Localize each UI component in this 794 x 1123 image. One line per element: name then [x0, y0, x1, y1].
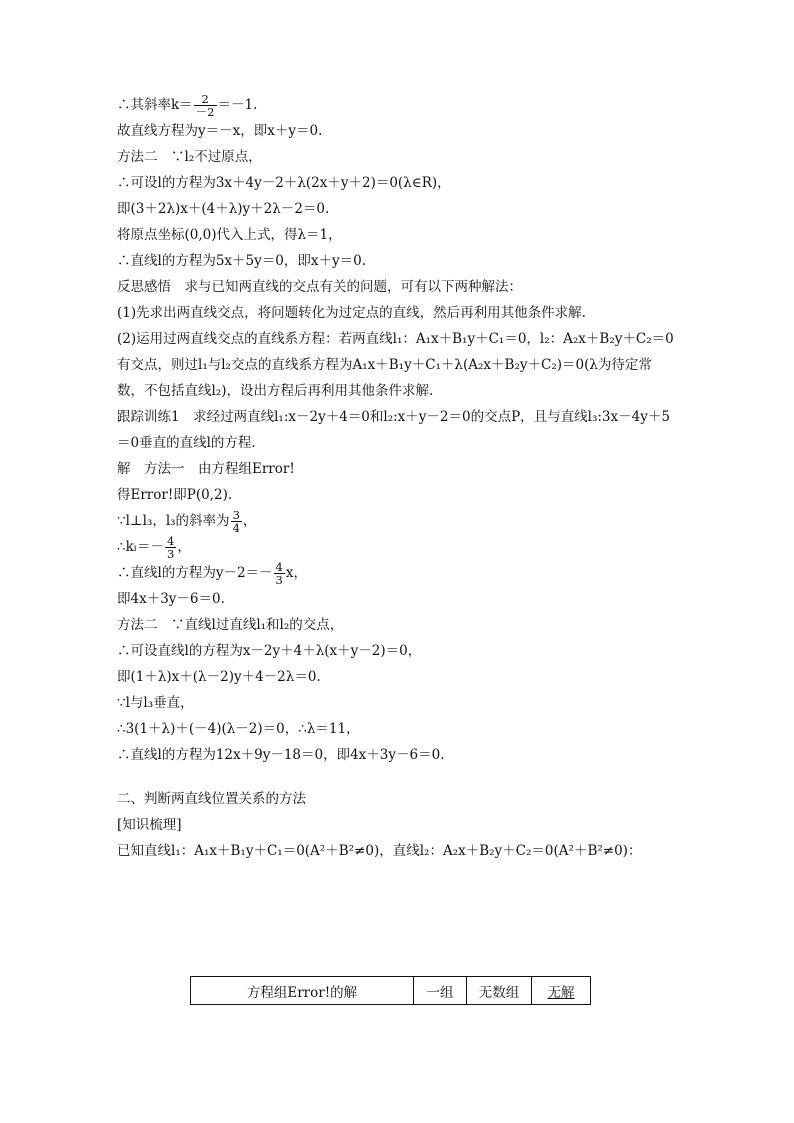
fraction-denominator: 3: [275, 573, 283, 587]
fraction-numerator: 4: [275, 560, 283, 574]
text-line: 即(1＋λ)x＋(λ－2)y＋4－2λ＝0.: [117, 669, 321, 685]
perp-prefix: ∵l⊥l₃，l₃的斜率为: [117, 513, 230, 529]
text-line: 方法二 ∵直线l过直线l₁和l₂的交点，: [117, 617, 344, 633]
text-line: 方法二 ∵l₂不过原点，: [117, 149, 262, 165]
text-line: ∴直线l的方程为12x＋9y－18＝0，即4x＋3y－6＝0.: [117, 747, 445, 763]
slope-prefix: ∴其斜率k＝: [117, 97, 193, 113]
exercise-text: 跟踪训练1 求经过两直线l₁:x－2y＋4＝0和l₂:x＋y－2＝0的交点P，且与直线l₃:3x－4y＋5＝0垂直的直线l的方程.: [117, 409, 670, 451]
text-line: 得Error!即P(0,2).: [117, 487, 233, 503]
kl-line: [117, 534, 677, 560]
given-lines-text: 已知直线l₁：A₁x＋B₁y＋C₁＝0(A²＋B²≠0)，直线l₂：A₂x＋B₂y＋C₂＝0(A²＋B²≠0)：: [117, 843, 642, 859]
eq-suffix: x，: [285, 565, 307, 581]
slope-line: [117, 92, 677, 118]
perp-fraction: [231, 509, 242, 534]
equation-line: [117, 560, 677, 586]
text-line: 即4x＋3y－6＝0.: [117, 591, 225, 607]
text-line: ∴直线l的方程为5x＋5y＝0，即x＋y＝0.: [117, 253, 366, 269]
text-line: 将原点坐标(0,0)代入上式，得λ＝1，: [117, 227, 342, 243]
knowledge-tag: [知识梳理]: [117, 817, 182, 833]
text-line: ∴3(1＋λ)＋(－4)(λ－2)＝0，∴λ＝11，: [117, 721, 360, 737]
section-heading: 二、判断两直线位置关系的方法: [117, 791, 306, 807]
text-line: ∴可设直线l的方程为x－2y＋4＋λ(x＋y－2)＝0，: [117, 643, 422, 659]
method-2-text: (2)运用过两直线交点的直线系方程：若两直线l₁：A₁x＋B₁y＋C₁＝0，l₂：A₂x＋B₂y＋C₂＝0有交点，则过l₁与l₂交点的直线系方程为A₁x＋B₁y＋C₁＋λ(A₂x＋B₂y＋C₂)＝0(λ为待定常数，不包括直线l₂)，设出方程后再利用其他条件求解.: [117, 331, 674, 399]
fraction-denominator: 3: [167, 547, 175, 561]
fraction-denominator: 4: [232, 521, 240, 535]
solution-table: [190, 976, 591, 1005]
perp-suffix: ，: [242, 513, 257, 529]
table-cell: 一组: [414, 977, 467, 1005]
eq-prefix: ∴直线l的方程为y－2＝－: [117, 565, 273, 581]
perp-slope-line: [117, 508, 677, 534]
table-cell: 方程组Error!的解: [191, 977, 414, 1005]
text-line: ∵l与l₃垂直，: [117, 695, 194, 711]
kl-suffix: ，: [177, 539, 191, 555]
table-cell: 无数组: [467, 977, 532, 1005]
kl-fraction: [165, 535, 176, 560]
kl-prefix: ∴kₗ＝－: [117, 539, 165, 555]
slope-fraction: [194, 93, 217, 118]
fraction-denominator: －2: [195, 105, 215, 119]
reflection-heading: 反思感悟 求与已知两直线的交点有关的问题，可有以下两种解法：: [117, 279, 522, 295]
eq-fraction: [274, 561, 285, 586]
text-line: 即(3＋2λ)x＋(4＋λ)y＋2λ－2＝0.: [117, 201, 330, 217]
fraction-numerator: 3: [232, 508, 240, 522]
fraction-numerator: 2: [201, 92, 209, 106]
method-1-text: (1)先求出两直线交点，将问题转化为过定点的直线，然后再利用其他条件求解.: [117, 305, 586, 321]
text-line: ∴可设l的方程为3x＋4y－2＋λ(2x＋y＋2)＝0(λ∈R)，: [117, 175, 451, 191]
text-line: 故直线方程为y＝－x，即x＋y＝0.: [117, 123, 323, 139]
table-row: [191, 977, 591, 1005]
document-body: [117, 92, 677, 864]
table-cell: 无解: [532, 977, 591, 1005]
text-line: 解 方法一 由方程组Error!: [117, 461, 295, 477]
slope-suffix: ＝－1.: [217, 97, 258, 113]
fraction-numerator: 4: [167, 534, 175, 548]
